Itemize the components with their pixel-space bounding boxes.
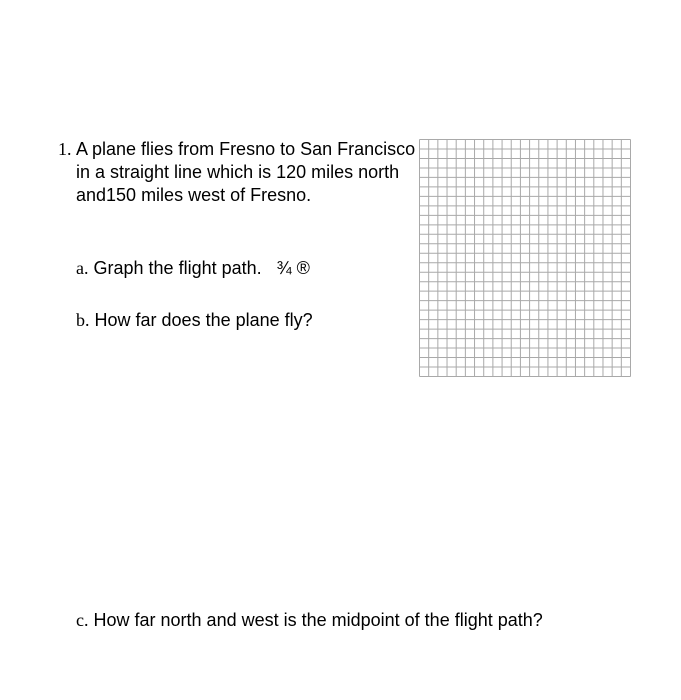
- part-c-letter: c.: [76, 610, 89, 630]
- problem-1: [58, 138, 418, 205]
- part-a-symbols: ¾ ®: [276, 258, 310, 278]
- part-a-letter: a.: [76, 258, 89, 278]
- part-c: [76, 609, 543, 632]
- part-b: [76, 309, 313, 332]
- graph-paper-grid: [419, 139, 631, 377]
- part-a-text: Graph the flight path.: [93, 258, 262, 278]
- part-a: [76, 257, 310, 280]
- part-c-text: How far north and west is the midpoint of the flight path?: [93, 610, 543, 630]
- part-b-letter: b.: [76, 310, 90, 330]
- problem-number: 1.: [58, 139, 72, 159]
- part-b-text: How far does the plane fly?: [94, 310, 313, 330]
- problem-statement: A plane flies from Fresno to San Francisco in a straight line which is 120 miles north and150 miles west of Fresno.: [76, 139, 416, 205]
